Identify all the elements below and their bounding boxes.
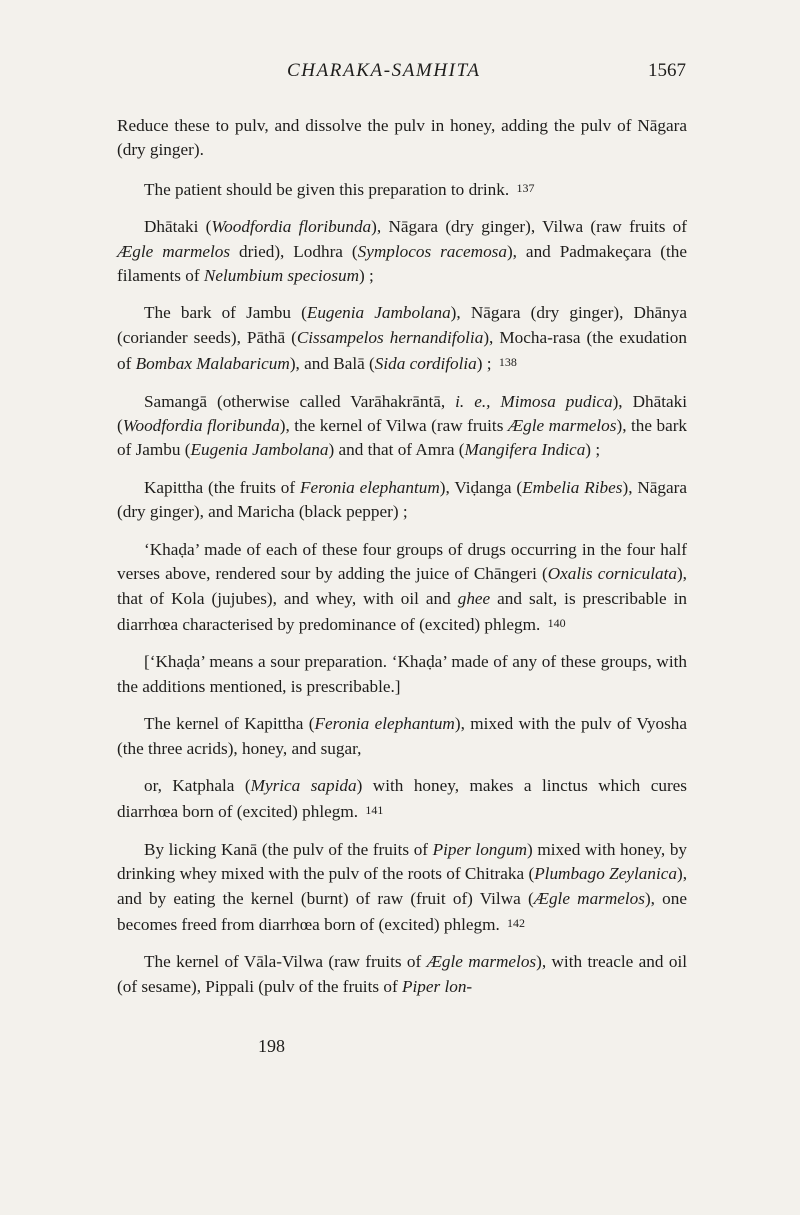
verse-number: 137	[516, 180, 535, 195]
italic-text: Mangifera Indica	[464, 440, 586, 460]
italic-text: Ægle marmelos	[507, 416, 617, 436]
text-run: ), and Balā (	[289, 354, 375, 374]
page-number: 1567	[648, 60, 686, 81]
text-run: ) mixed with honey, by drinking whey mixed with the pulv of the roots of Chitraka (	[117, 839, 688, 884]
folio-number: 198	[258, 1036, 285, 1056]
italic-text: Cissampelos hernandifolia	[296, 327, 484, 347]
italic-text: Woodfordia floribunda	[122, 416, 280, 436]
text-run: By licking Kanā (the pulv of the fruits of	[144, 839, 433, 859]
text-run: ), the bark of Jambu (	[117, 416, 688, 460]
italic-text: Piper lon-	[401, 976, 473, 996]
paragraph	[117, 301, 687, 376]
text-run: The patient should be given this preparation to drink.	[144, 179, 510, 199]
text-run: ‘Khaḍa’ made of each of these four groups of drugs occurring in the four half verses above, rendered sour by adding the juice of Chāngeri (	[117, 539, 687, 584]
italic-text: Bombax Malabaricum	[135, 354, 290, 374]
italic-text: Piper longum	[432, 839, 527, 859]
text-run: ), Nāgara (dry ginger), Dhānya (coriander seeds), Pāthā (	[117, 303, 687, 347]
text-run: ) with honey, makes a linctus which cures diarrhœa born of (excited) phlegm.	[117, 775, 687, 822]
text-run: ), Nāgara (dry ginger), Vilwa (raw fruits of	[371, 217, 687, 237]
text-run: or, Katphala (	[144, 775, 251, 795]
verse-number: 138	[498, 355, 517, 370]
text-run: ), and by eating the kernel (burnt) of raw (fruit of) Vilwa (	[117, 864, 687, 908]
italic-text: Sida cordifolia	[374, 354, 477, 374]
text-run: Kapittha (the fruits of	[144, 477, 300, 497]
text-run: Samangā (otherwise called Varāhakrāntā,	[144, 391, 456, 411]
text-run: ), with treacle and oil (of sesame), Pippali (pulv of the fruits of	[117, 952, 687, 996]
text-run: The kernel of Vāla-Vilwa (raw fruits of	[144, 952, 427, 972]
italic-text: Nelumbium speciosum	[203, 266, 360, 286]
text-run: ), mixed with the pulv of Vyosha (the three acrids), honey, and sugar,	[117, 714, 687, 758]
italic-text: i. e., Mimosa pudica	[455, 391, 613, 411]
text-run: ), Dhātaki (	[117, 391, 687, 436]
verse-number: 142	[507, 915, 526, 930]
text-run: ), Mocha-rasa (the exudation of	[117, 327, 687, 374]
verse-number: 141	[365, 803, 384, 818]
body-text	[117, 114, 687, 1012]
italic-text: Ægle marmelos	[426, 952, 537, 972]
italic-text: Ægle marmelos	[117, 241, 231, 261]
paragraph	[117, 650, 687, 699]
text-run: ) and that of Amra (	[328, 440, 465, 460]
paragraph	[117, 476, 687, 525]
paragraph	[117, 215, 687, 288]
italic-text: Feronia elephantum	[314, 714, 455, 734]
italic-text: Myrica sapida	[250, 775, 357, 795]
text-run: ), and Padmakeçara (the filaments of	[117, 241, 688, 286]
text-run: ) ;	[359, 266, 374, 286]
running-header	[0, 60, 800, 90]
text-run: [‘Khaḍa’ means a sour preparation. ‘Khaḍa’ made of any of these groups, with the additions mentioned, is prescribable.]	[117, 652, 687, 696]
text-run: dried), Lodhra (	[230, 241, 358, 261]
text-run: ), Viḍanga (	[439, 477, 523, 497]
text-run: ), the kernel of Vilwa (raw fruits	[279, 416, 508, 436]
italic-text: Eugenia Jambolana	[306, 303, 451, 323]
text-run: ) ;	[476, 354, 492, 374]
italic-text: Eugenia Jambolana	[190, 440, 329, 460]
paragraph	[117, 712, 687, 761]
paragraph	[117, 774, 687, 825]
italic-text: Feronia elephantum	[299, 477, 440, 497]
italic-text: Woodfordia floribunda	[211, 217, 372, 237]
text-run: ), Nāgara (dry ginger), and Maricha (black pepper) ;	[117, 477, 687, 522]
paragraph	[117, 176, 687, 202]
paragraph	[117, 538, 687, 638]
paragraph	[117, 114, 687, 163]
text-run: The kernel of Kapittha (	[144, 714, 315, 734]
text-run: The bark of Jambu (	[144, 303, 307, 323]
text-run: Reduce these to pulv, and dissolve the pulv in honey, adding the pulv of Nāgara (dry ginger).	[117, 116, 687, 160]
italic-text: Embelia Ribes	[522, 477, 623, 497]
paragraph	[117, 390, 687, 463]
paragraph	[117, 838, 687, 938]
italic-text: ghee	[457, 588, 491, 608]
text-run: ) ;	[585, 440, 601, 460]
italic-text: Symplocos racemosa	[357, 241, 507, 261]
italic-text: Plumbago Zeylanica	[534, 864, 677, 884]
text-run: ), one becomes freed from diarrhœa born of (excited) phlegm.	[117, 888, 687, 934]
verse-number: 140	[547, 615, 566, 630]
italic-text: Ægle marmelos	[533, 888, 645, 908]
paragraph	[117, 950, 687, 999]
text-run: and salt, is prescribable in diarrhœa characterised by predominance of (excited) phlegm.	[117, 588, 688, 634]
italic-text: Oxalis corniculata	[547, 564, 677, 584]
running-title: CHARAKA-SAMHITA	[287, 60, 481, 81]
text-run: ), that of Kola (jujubes), and whey, with oil and	[117, 564, 687, 608]
text-run: Dhātaki (	[144, 217, 212, 237]
